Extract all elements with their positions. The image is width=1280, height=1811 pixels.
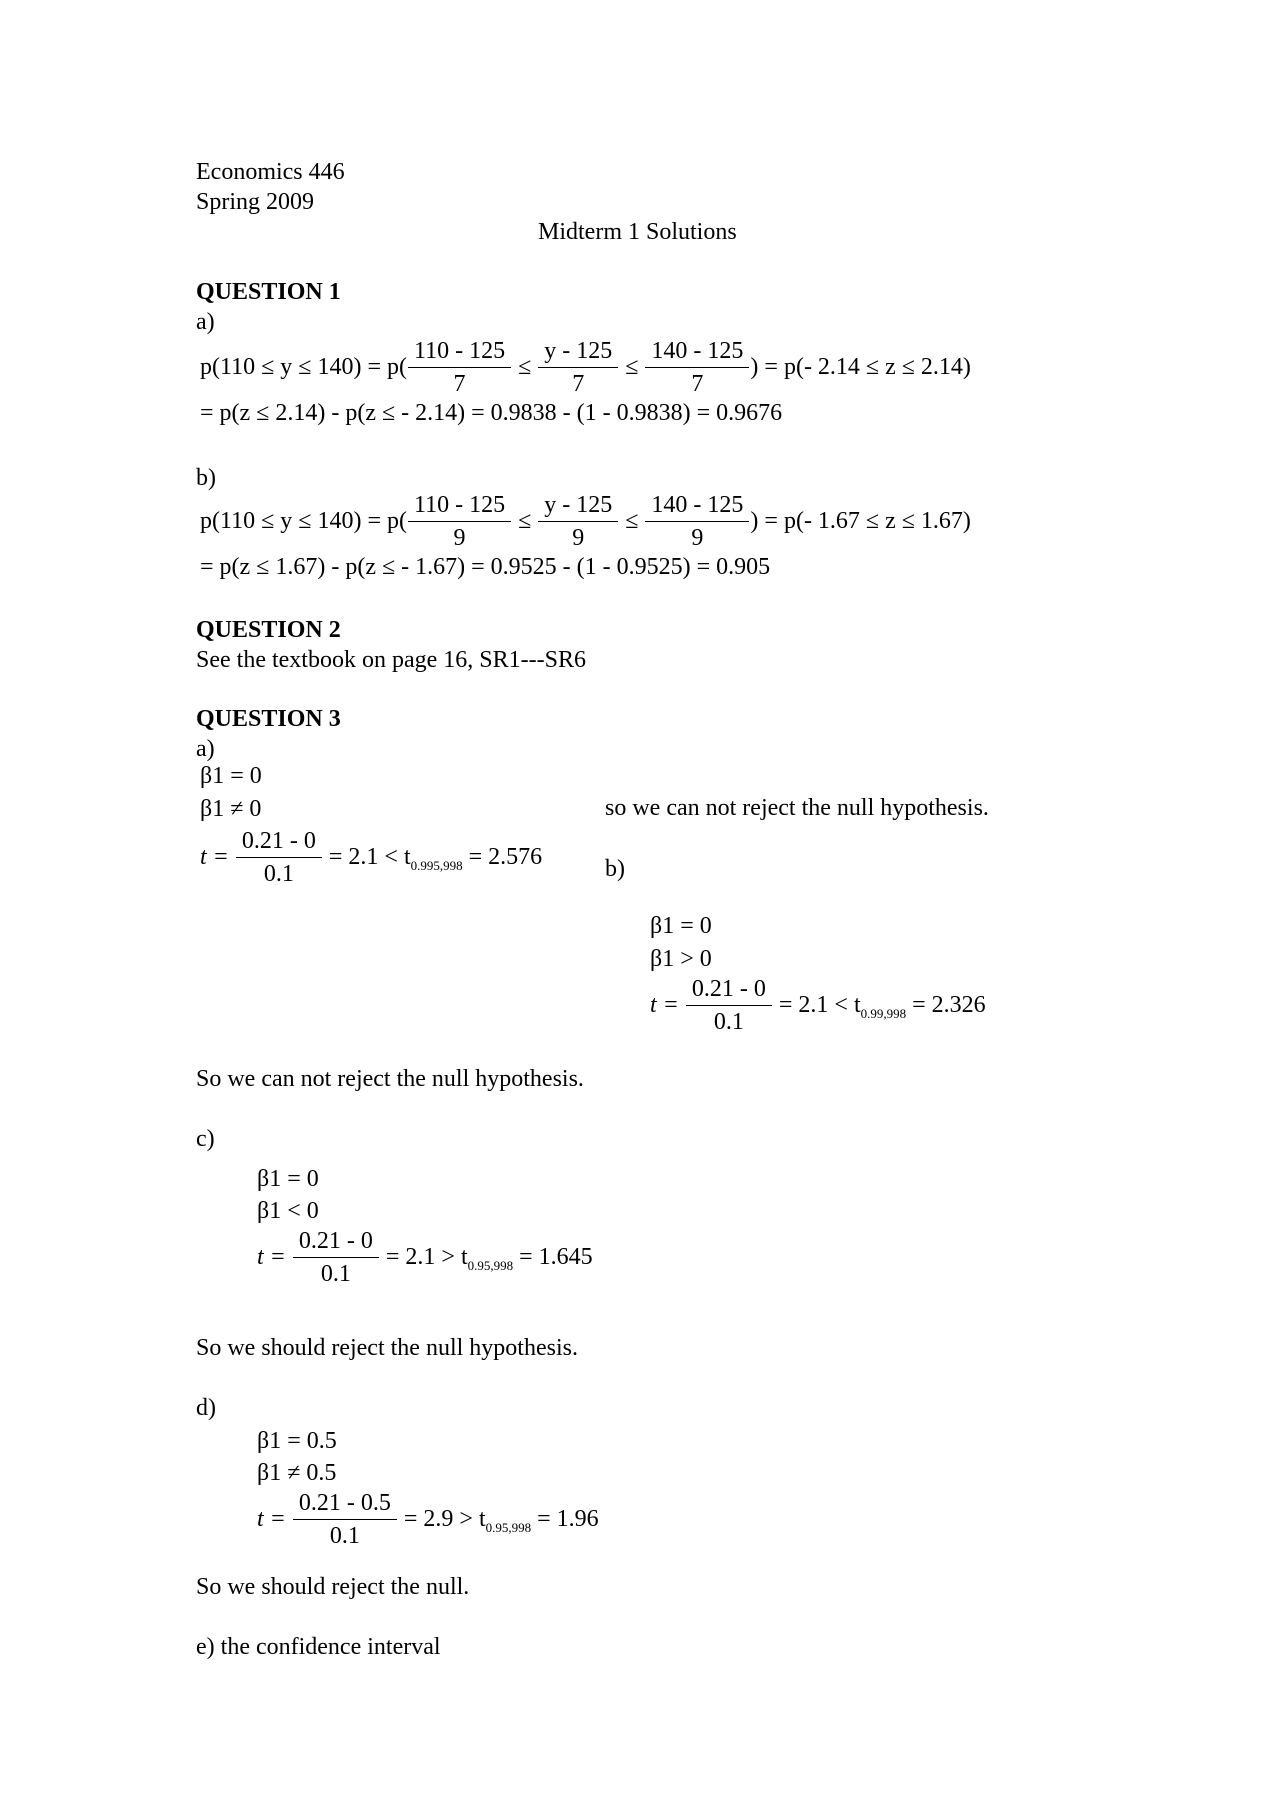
q1-b-eq1-right: ) = p(- 1.67 ≤ z ≤ 1.67)	[750, 507, 971, 534]
t-critical-value: = 2.576	[462, 843, 543, 870]
q1-b-equation-1: p(110 ≤ y ≤ 140) = p( $\frac{110 - 125}{9}$ ≤ $\frac{y - 125}{9}$ ≤ $\frac{140 - 125}{9}$ ) = p(- 1.67 ≤ z ≤ 1.67)	[200, 492, 971, 551]
fraction-denominator: 9	[453, 525, 466, 551]
t-subscript: 0.995,998	[410, 857, 463, 873]
q3-c-alt-hypothesis: β1 < 0	[257, 1198, 319, 1224]
q3-c-t-fraction	[293, 1228, 379, 1288]
q3-a-t-statistic	[200, 828, 542, 888]
q1-b-fraction-2	[538, 492, 618, 552]
q3-b-null-hypothesis: β1 = 0	[650, 913, 712, 939]
q3-a-t-fraction	[236, 828, 322, 888]
q2-heading: QUESTION 2	[196, 617, 341, 643]
fraction-numerator: y - 125	[538, 492, 618, 522]
fraction-numerator: 0.21 - 0	[293, 1228, 379, 1258]
q3-b-conclusion: So we can not reject the null hypothesis.	[196, 1066, 584, 1092]
q1-b-label: b)	[196, 465, 216, 491]
t-subscript: 0.95,998	[485, 1519, 532, 1535]
q1-a-fraction-1	[408, 338, 511, 398]
q1-b-eq1-left: p(110 ≤ y ≤ 140) = p(	[200, 507, 407, 534]
q3-a-conclusion: so we can not reject the null hypothesis.	[605, 795, 989, 821]
q3-d-t-statistic	[257, 1490, 599, 1550]
q3-d-conclusion: So we should reject the null.	[196, 1574, 470, 1600]
q1-b-fraction-3	[645, 492, 749, 552]
q3-d-alt-hypothesis: β1 ≠ 0.5	[257, 1460, 337, 1486]
t-comparison: = 2.9 > t	[403, 1505, 486, 1532]
q1-a-equation-2: = p(z ≤ 2.14) - p(z ≤ - 2.14) = 0.9838 - (1 - 0.9838) = 0.9676	[200, 400, 783, 426]
t-label: t =	[650, 991, 685, 1018]
q1-a-fraction-2	[538, 338, 618, 398]
fraction-denominator: 7	[691, 371, 704, 397]
fraction-denominator: 0.1	[329, 1523, 360, 1549]
q3-c-conclusion: So we should reject the null hypothesis.	[196, 1335, 578, 1361]
q1-b-equation-2: = p(z ≤ 1.67) - p(z ≤ - 1.67) = 0.9525 - (1 - 0.9525) = 0.905	[200, 554, 771, 580]
page-title: Midterm 1 Solutions	[538, 219, 737, 245]
course-name: Economics 446	[196, 159, 345, 185]
q3-heading: QUESTION 3	[196, 706, 341, 732]
q3-b-t-fraction	[686, 976, 772, 1036]
t-label: t =	[257, 1243, 292, 1270]
q3-a-null-hypothesis: β1 = 0	[200, 763, 262, 789]
t-critical-value: = 1.645	[513, 1243, 593, 1270]
t-comparison: = 2.1 > t	[385, 1243, 468, 1270]
t-comparison: = 2.1 < t	[778, 991, 861, 1018]
t-subscript: 0.99,998	[860, 1005, 907, 1021]
q3-c-null-hypothesis: β1 = 0	[257, 1166, 319, 1192]
q3-e-label: e) the confidence interval	[196, 1634, 441, 1660]
fraction-numerator: 140 - 125	[645, 338, 749, 368]
fraction-denominator: 9	[572, 525, 585, 551]
fraction-numerator: 110 - 125	[408, 338, 511, 368]
q3-a-alt-hypothesis: β1 ≠ 0	[200, 796, 262, 822]
t-label: t =	[257, 1505, 292, 1532]
q1-a-fraction-3	[645, 338, 749, 398]
fraction-numerator: 0.21 - 0	[686, 976, 772, 1006]
q1-b-fraction-1	[408, 492, 511, 552]
q1-heading: QUESTION 1	[196, 279, 341, 305]
fraction-denominator: 0.1	[263, 861, 294, 887]
q3-c-label: c)	[196, 1126, 215, 1152]
fraction-denominator: 0.1	[713, 1009, 744, 1035]
fraction-denominator: 0.1	[320, 1261, 351, 1287]
q3-d-label: d)	[196, 1395, 216, 1421]
q3-c-t-statistic	[257, 1228, 593, 1288]
fraction-denominator: 9	[691, 525, 704, 551]
t-subscript: 0.95,998	[467, 1257, 514, 1273]
term: Spring 2009	[196, 189, 315, 215]
fraction-numerator: 0.21 - 0.5	[293, 1490, 397, 1520]
fraction-numerator: 140 - 125	[645, 492, 749, 522]
q1-a-equation-1: p(110 ≤ y ≤ 140) = p( $\frac{110 - 125}{7}$ ≤ $\frac{y - 125}{7}$ ≤ $\frac{140 - 125}{7}$ ) = p(- 2.14 ≤ z ≤ 2.14)	[200, 338, 971, 397]
t-comparison: = 2.1 < t	[328, 843, 411, 870]
q1-a-eq1-right: ) = p(- 2.14 ≤ z ≤ 2.14)	[750, 353, 971, 380]
t-critical-value: = 2.326	[906, 991, 986, 1018]
q2-text: See the textbook on page 16, SR1---SR6	[196, 647, 586, 673]
fraction-numerator: 110 - 125	[408, 492, 511, 522]
fraction-numerator: 0.21 - 0	[236, 828, 322, 858]
q3-b-alt-hypothesis: β1 > 0	[650, 946, 712, 972]
fraction-denominator: 7	[572, 371, 585, 397]
fraction-denominator: 7	[453, 371, 466, 397]
q3-b-t-statistic	[650, 976, 986, 1036]
q1-a-eq1-left: p(110 ≤ y ≤ 140) = p(	[200, 353, 407, 380]
t-critical-value: = 1.96	[531, 1505, 599, 1532]
fraction-numerator: y - 125	[538, 338, 618, 368]
q1-a-label: a)	[196, 309, 215, 335]
q3-a-label: a)	[196, 736, 215, 762]
q3-d-t-fraction	[293, 1490, 397, 1550]
q3-d-null-hypothesis: β1 = 0.5	[257, 1428, 337, 1454]
q3-b-label: b)	[605, 856, 625, 882]
t-label: t =	[200, 843, 235, 870]
